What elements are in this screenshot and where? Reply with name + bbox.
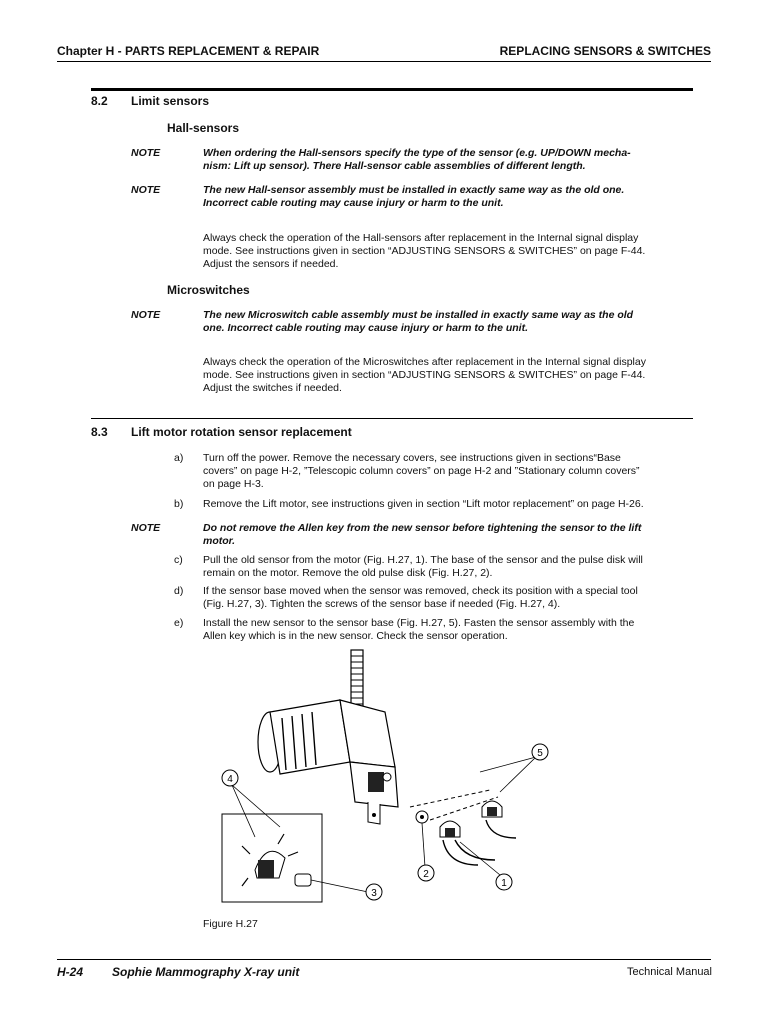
section-title: Lift motor rotation sensor replacement [131, 425, 352, 439]
text-line: Remove the Lift motor, see instructions given in section “Lift motor replacement” on page H-26. [203, 498, 644, 510]
running-header-chapter: Chapter H - PARTS REPLACEMENT & REPAIR [57, 44, 320, 58]
text-line: Adjust the switches if needed. [203, 382, 342, 394]
header-rule [57, 61, 711, 62]
text-line: Install the new sensor to the sensor base (Fig. H.27, 5). Fasten the sensor assembly with the [203, 617, 635, 629]
subsection-title-hall: Hall-sensors [167, 121, 240, 135]
note-line: Do not remove the Allen key from the new sensor before tightening the sensor to the lift [203, 522, 642, 534]
step-label-e: e) [174, 617, 184, 629]
text-line: Adjust the sensors if needed. [203, 258, 339, 270]
manual-name: Technical Manual [627, 966, 712, 978]
note-hall-install [203, 184, 697, 210]
note-label: NOTE [131, 147, 161, 159]
note-line: The new Microswitch cable assembly must be installed in exactly same way as the old [203, 309, 634, 321]
page-number: H-24 [57, 965, 84, 979]
text-line: If the sensor base moved when the sensor was removed, check its position with a special tool [203, 585, 638, 597]
section-number: 8.3 [91, 425, 108, 439]
step-label-a: a) [174, 452, 184, 464]
figure-lift-motor-sensor [200, 642, 570, 912]
callout-1 [496, 874, 512, 890]
text-line: remain on the motor. Remove the old pulse disk (Fig. H.27, 2). [203, 567, 493, 579]
step-label-b: b) [174, 498, 184, 510]
new-sensor [482, 801, 516, 838]
pulse-disk [416, 811, 428, 823]
step-c [203, 554, 697, 580]
paragraph-micro-check [203, 356, 697, 395]
svg-text:2: 2 [423, 869, 429, 880]
note-line: nism: Lift up sensor). There Hall-sensor cable assemblies of different length. [203, 160, 586, 172]
step-label-d: d) [174, 585, 184, 597]
step-d [203, 585, 697, 611]
callout-3 [366, 884, 382, 900]
product-name: Sophie Mammography X-ray unit [112, 965, 300, 979]
text-line: Always check the operation of the Microswitches after replacement in the Internal signal display [203, 356, 646, 368]
section-number: 8.2 [91, 94, 108, 108]
note-line: When ordering the Hall-sensors specify the type of the sensor (e.g. UP/DOWN mecha- [203, 147, 631, 159]
note-label: NOTE [131, 522, 161, 534]
note-line: The new Hall-sensor assembly must be installed in exactly same way as the old one. [203, 184, 625, 196]
inset-detail [222, 814, 322, 902]
text-line: Always check the operation of the Hall-sensors after replacement in the Internal signal display [203, 232, 639, 244]
subsection-title-micro: Microswitches [167, 283, 250, 297]
callout-4 [222, 770, 238, 786]
callout-5 [532, 744, 548, 760]
note-label: NOTE [131, 184, 161, 196]
old-sensor [440, 821, 495, 865]
svg-text:3: 3 [371, 888, 377, 899]
step-label-c: c) [174, 554, 183, 566]
svg-text:4: 4 [227, 774, 233, 785]
lift-motor [258, 700, 398, 824]
text-line: Pull the old sensor from the motor (Fig. H.27, 1). The base of the sensor and the pulse disk will [203, 554, 643, 566]
svg-text:1: 1 [501, 878, 507, 889]
svg-text:5: 5 [537, 748, 543, 759]
step-b [203, 498, 697, 511]
section-rule-thin [91, 418, 693, 419]
text-line: mode. See instructions given in section “ADJUSTING SENSORS & SWITCHES” on page F-44. [203, 369, 646, 381]
paragraph-hall-check [203, 232, 697, 271]
figure-caption: Figure H.27 [203, 918, 258, 930]
note-micro-install [203, 309, 697, 335]
note-label: NOTE [131, 309, 161, 321]
note-allen-key [203, 522, 697, 548]
text-line: Turn off the power. Remove the necessary covers, see instructions given in sections“Base [203, 452, 621, 464]
text-line: (Fig. H.27, 3). Tighten the screws of the sensor base if needed (Fig. H.27, 4). [203, 598, 561, 610]
note-line: Incorrect cable routing may cause injury or harm to the unit. [203, 197, 504, 209]
text-line: mode. See instructions given in section “ADJUSTING SENSORS & SWITCHES” on page F-44. [203, 245, 646, 257]
note-hall-ordering [203, 147, 697, 173]
section-rule-thick [91, 88, 693, 91]
note-line: motor. [203, 535, 236, 547]
step-e [203, 617, 697, 643]
text-line: on page H-3. [203, 478, 264, 490]
callout-2 [418, 865, 434, 881]
text-line: Allen key which is in the new sensor. Check the sensor operation. [203, 630, 508, 642]
footer-rule [57, 959, 711, 960]
running-header-section: REPLACING SENSORS & SWITCHES [499, 44, 711, 58]
note-line: one. Incorrect cable routing may cause injury or harm to the unit. [203, 322, 528, 334]
text-line: covers” on page H-2, ”Telescopic column covers” on page H-2 and ”Stationary column covers” [203, 465, 640, 477]
section-title: Limit sensors [131, 94, 210, 108]
step-a [203, 452, 697, 491]
